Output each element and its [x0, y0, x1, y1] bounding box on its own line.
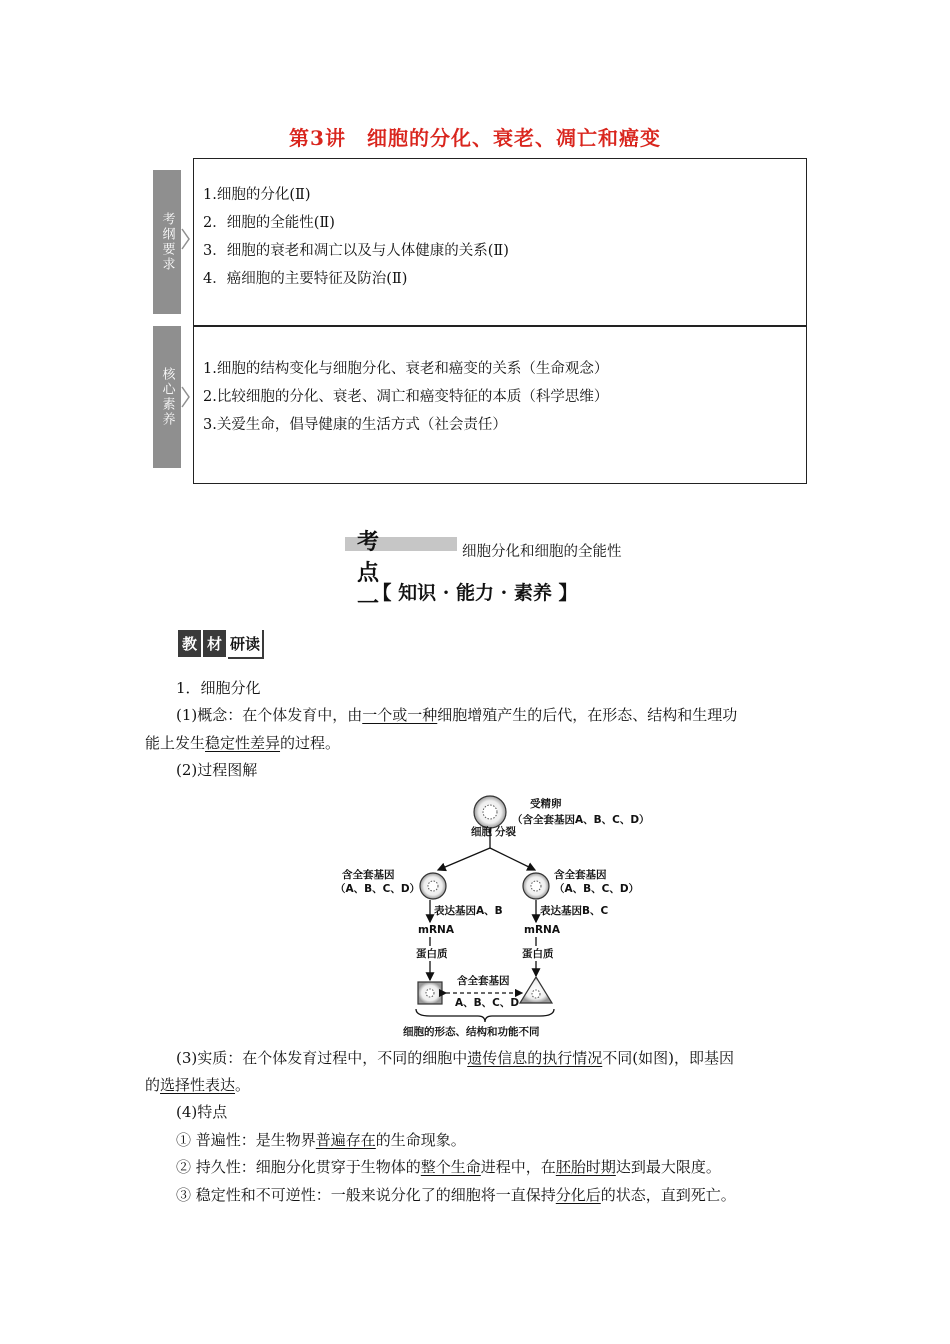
tab-chevron-icon	[181, 386, 191, 408]
key-term: 整个生命	[420, 1158, 481, 1176]
lesson-title: 第3讲 细胞的分化、衰老、凋亡和癌变	[289, 126, 661, 150]
text: 能上发生	[145, 734, 206, 752]
diagram-conclusion: 细胞的形态、结构和功能不同	[403, 1026, 540, 1038]
key-term: 选择性表达	[160, 1076, 236, 1094]
concept-line-1	[176, 701, 737, 729]
text: (1)概念：在个体发育中，由	[176, 706, 363, 724]
requirement-item: 1.细胞的分化(Ⅱ)	[203, 187, 311, 203]
concept-line-2	[145, 729, 340, 757]
mrna-left: mRNA	[418, 924, 454, 936]
feature-universality	[176, 1126, 466, 1154]
key-term: 分化后	[555, 1186, 601, 1204]
text: ③ 稳定性和不可逆性：一般来说分化了的细胞将一直保持	[176, 1186, 556, 1204]
literacy-item: 3.关爱生命，倡导健康的生活方式（社会责任）	[203, 417, 507, 433]
egg-genes: （含全套基因A、B、C、D）	[512, 814, 650, 826]
requirement-item: 4．癌细胞的主要特征及防治(Ⅱ)	[203, 271, 408, 287]
text: 的生命现象。	[375, 1131, 466, 1149]
essence-line-1	[176, 1044, 734, 1072]
square-cell-icon	[418, 982, 442, 1004]
left-genes-2: （A、B、C、D）	[335, 883, 421, 895]
division-label-left: 细胞	[471, 826, 492, 838]
arrow-right	[490, 848, 535, 870]
brace	[416, 1009, 554, 1022]
requirement-item: 3．细胞的衰老和凋亡以及与人体健康的关系(Ⅱ)	[203, 243, 509, 259]
triangle-cell-icon	[520, 977, 552, 1003]
text: 的状态，直到死亡。	[600, 1186, 736, 1204]
bottom-genes-1: 含全套基因	[457, 975, 510, 987]
right-genes-2: （A、B、C、D）	[554, 883, 640, 895]
requirements-box	[193, 158, 807, 327]
literacy-item: 2.比较细胞的分化、衰老、凋亡和癌变特征的本质（科学思维）	[203, 389, 609, 405]
protein-left: 蛋白质	[416, 948, 448, 960]
literacy-item: 1.细胞的结构变化与细胞分化、衰老和癌变的关系（生命观念）	[203, 361, 609, 377]
right-cell-icon	[523, 873, 549, 899]
essence-line-2	[145, 1071, 250, 1099]
textbook-badge	[178, 630, 264, 659]
express-right: 表达基因B、C	[540, 905, 609, 917]
express-left: 表达基因A、B	[434, 905, 503, 917]
key-term: 胚胎时期	[555, 1158, 616, 1176]
features-heading: (4)特点	[176, 1103, 228, 1121]
left-cell-icon	[420, 873, 446, 899]
feature-stability	[176, 1181, 736, 1209]
key-term: 遗传信息的执行情况	[467, 1049, 603, 1067]
process-heading: (2)过程图解	[176, 761, 258, 779]
literacy-box	[193, 325, 807, 484]
requirement-item: 2．细胞的全能性(Ⅱ)	[203, 215, 335, 231]
text: ① 普遍性：是生物界	[176, 1131, 316, 1149]
differentiation-diagram	[330, 790, 660, 1040]
fertilized-egg-icon	[474, 796, 506, 828]
text: 达到最大限度。	[615, 1158, 721, 1176]
kaodian-label: 考点一	[357, 529, 382, 617]
requirements-tab: 考纲要求	[153, 170, 181, 314]
section-heading: 【 知识 · 能力 · 素养 】	[372, 582, 578, 604]
egg-label: 受精卵	[530, 798, 562, 810]
heading-cell-diff: 1．细胞分化	[176, 679, 261, 697]
feature-persistence	[176, 1153, 721, 1181]
left-genes-1: 含全套基因	[342, 869, 395, 881]
mrna-right: mRNA	[524, 924, 560, 936]
text: 的	[145, 1076, 161, 1094]
literacy-tab: 核心素养	[153, 326, 181, 468]
kaodian-subtitle: 细胞分化和细胞的全能性	[462, 544, 622, 560]
tab-chevron-icon	[181, 228, 191, 250]
bottom-genes-2: A、B、C、D	[455, 997, 520, 1009]
key-term: 一个或一种	[362, 706, 438, 724]
key-term: 普遍存在	[315, 1131, 376, 1149]
badge-char: 教	[178, 630, 201, 657]
division-label-right: 分裂	[495, 826, 516, 838]
text: 的过程。	[280, 734, 341, 752]
badge-text: 研读	[228, 630, 264, 659]
text: ② 持久性：细胞分化贯穿于生物体的	[176, 1158, 421, 1176]
text: 进程中，在	[480, 1158, 556, 1176]
arrow-left	[438, 848, 490, 870]
right-genes-1: 含全套基因	[554, 869, 607, 881]
text: (3)实质：在个体发育过程中，不同的细胞中	[176, 1049, 468, 1067]
text: 细胞增殖产生的后代，在形态、结构和生理功	[437, 706, 738, 724]
text: 。	[235, 1076, 251, 1094]
key-term: 稳定性差异	[205, 734, 281, 752]
badge-char: 材	[203, 630, 226, 657]
protein-right: 蛋白质	[522, 948, 554, 960]
text: 不同(如图)，即基因	[602, 1049, 734, 1067]
